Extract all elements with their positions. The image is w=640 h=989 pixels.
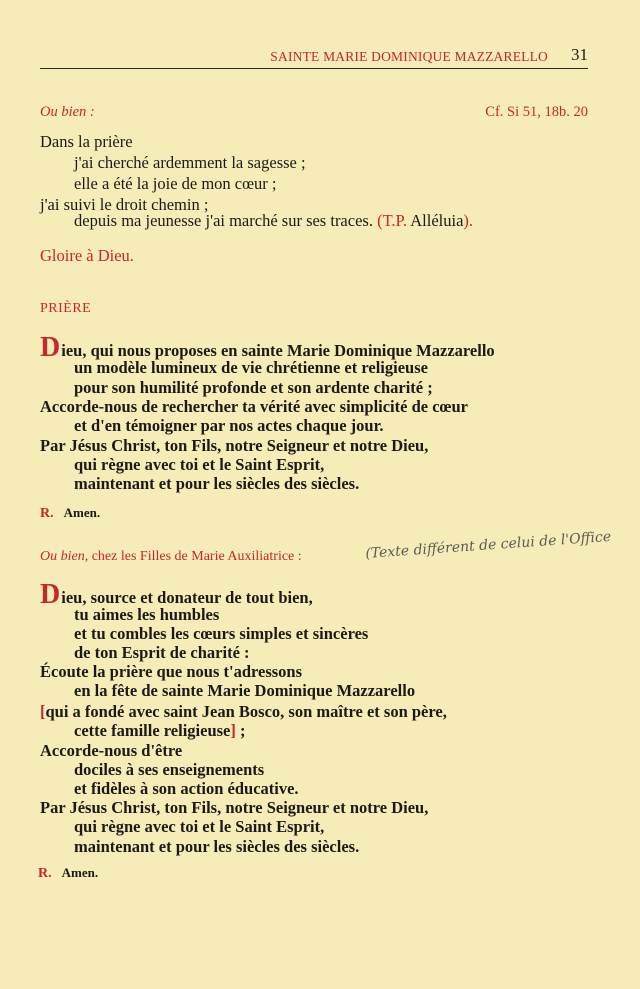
prayer-line: tu aimes les humbles [74, 605, 220, 624]
punctuation: ; [235, 721, 246, 740]
prayer-line: un modèle lumineux de vie chrétienne et religieuse [74, 358, 428, 377]
prayer-line: Accorde-nous d'être [40, 741, 183, 760]
response-text: Amen. [63, 505, 101, 520]
prayer-line: pour son humilité profonde et son ardente charité ; [74, 378, 433, 397]
reading-line: j'ai cherché ardemment la sagesse ; [74, 153, 306, 172]
paschal-time-label: (T.P. [377, 211, 408, 230]
response-symbol: R. [38, 866, 52, 881]
prayer-line: Par Jésus Christ, ton Fils, notre Seigneur et notre Dieu, [40, 436, 429, 455]
running-title: SAINTE MARIE DOMINIQUE MAZZARELLO [270, 49, 548, 64]
response-symbol: R. [40, 506, 54, 521]
alleluia: Alléluia [410, 211, 464, 230]
response [38, 864, 98, 882]
alternative-label-italic: Ou bien, [40, 549, 89, 564]
prayer-line: qui a fondé avec saint Jean Bosco, son maître et son père, [45, 702, 447, 721]
reading-last-line [74, 210, 473, 231]
option-label: Ou bien : [40, 104, 95, 120]
prayer-line: cette famille religieuse [74, 721, 231, 740]
prayer-line: Accorde-nous de rechercher ta vérité avec simplicité de cœur [40, 397, 468, 416]
prayer-line: maintenant et pour les siècles des siècles. [74, 474, 360, 493]
page-header [40, 46, 588, 69]
gloria: Gloire à Dieu. [40, 246, 134, 265]
paschal-time-close: ). [463, 211, 474, 230]
response-text: Amen. [61, 865, 99, 880]
bracketed-line-end [74, 721, 246, 742]
prayer-line: maintenant et pour les siècles des siècles. [74, 837, 360, 856]
alternative-label-text: chez les Filles de Marie Auxiliatrice : [91, 549, 302, 564]
prayer-line: et tu combles les cœurs simples et sincères [74, 624, 369, 643]
response [40, 504, 100, 522]
prayer-line: qui règne avec toi et le Saint Esprit, [74, 817, 325, 836]
prayer-line: ieu, qui nous proposes en sainte Marie Dominique Mazzarello [61, 341, 495, 360]
prayer-line: Écoute la prière que nous t'adressons [40, 662, 303, 681]
prayer-line: qui règne avec toi et le Saint Esprit, [74, 455, 325, 474]
prayer-line: ieu, source et donateur de tout bien, [61, 588, 313, 607]
prayer-line: en la fête de sainte Marie Dominique Mazzarello [74, 681, 416, 700]
page-number: 31 [571, 45, 588, 64]
drop-cap: D [40, 332, 61, 363]
bracketed-line [40, 702, 447, 723]
alternative-label [40, 549, 302, 565]
prayer-line: de ton Esprit de charité : [74, 643, 250, 662]
bracket-close: ] [230, 721, 236, 740]
prayer-line: et fidèles à son action éducative. [74, 779, 299, 798]
section-heading: PRIÈRE [40, 301, 92, 316]
scripture-reference: Cf. Si 51, 18b. 20 [485, 104, 588, 120]
prayer-line: dociles à ses enseignements [74, 760, 265, 779]
reading-line: j'ai suivi le droit chemin ; [40, 195, 209, 214]
prayer-line: Par Jésus Christ, ton Fils, notre Seigneur et notre Dieu, [40, 798, 429, 817]
bracket-open: [ [40, 702, 46, 721]
reading-line: Dans la prière [40, 132, 133, 151]
reading-line: depuis ma jeunesse j'ai marché sur ses traces. [74, 211, 373, 230]
handwritten-note: (Texte différent de celui de l'Office [364, 528, 612, 562]
drop-cap: D [40, 579, 61, 610]
reading-line: elle a été la joie de mon cœur ; [74, 174, 277, 193]
prayer-line: et d'en témoigner par nos actes chaque jour. [74, 416, 384, 435]
